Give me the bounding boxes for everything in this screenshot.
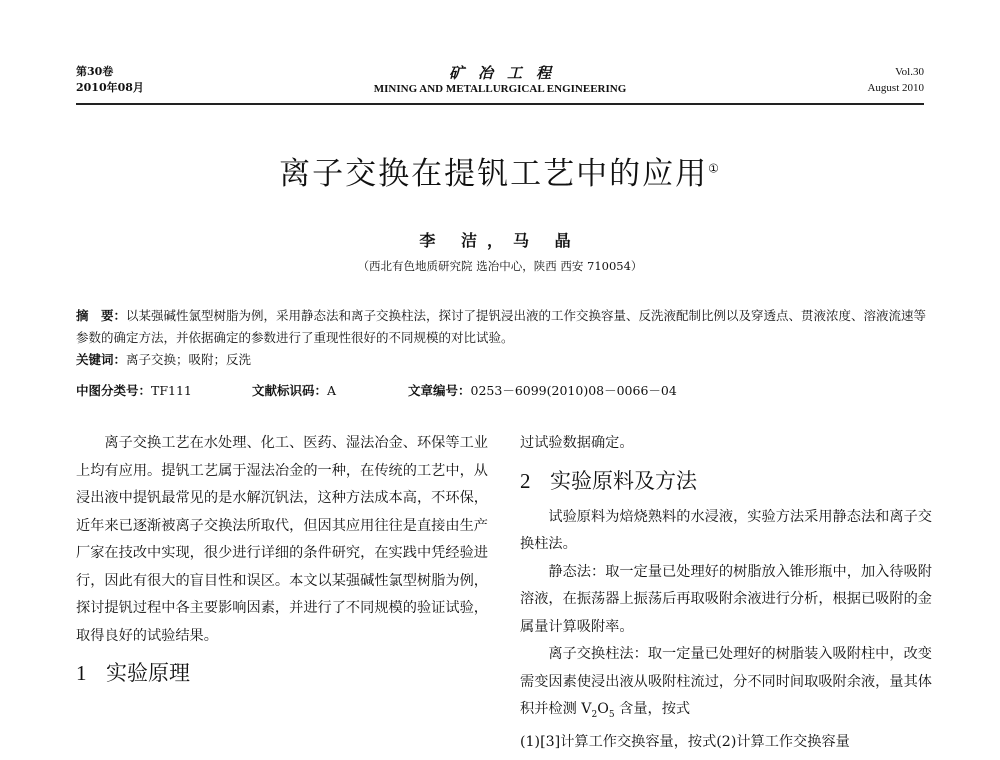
subscript-5: 5 [608,709,615,720]
column-method-text-end: 含量，按式 [614,701,691,717]
cutoff-line: (1)[3]计算工作交换容量，按式(2)计算工作交换容量 [520,734,850,751]
static-method-paragraph: 静态法：取一定量已处理好的树脂放入锥形瓶中，加入待吸附溶液，在振荡器上振荡后再取吸附余液进行分析，根据已吸附的金属量计算吸附率。 [520,563,932,635]
volume-cn: 第30卷 [76,65,114,78]
doc-code-value: A [327,383,337,398]
journal-header [76,64,924,104]
authors: 李 洁，马 晶 [419,231,581,250]
header-rule [76,103,924,105]
materials-paragraph: 试验原料为焙烧熟料的水浸液，实验方法采用静态法和离子交换柱法。 [520,508,932,552]
abstract-block [76,305,936,371]
header-center [76,64,924,96]
section-2-title: 实验原料及方法 [550,468,697,493]
article-no-label: 文章编号： [408,383,471,398]
oxide-o: O [597,701,609,717]
journal-name-en: MINING AND METALLURGICAL ENGINEERING [373,83,627,95]
keywords [76,349,936,371]
clc-item [76,380,252,402]
abstract [76,305,936,349]
abstract-label: 摘 要： [76,308,127,323]
doc-code-item [252,380,408,402]
article-no-value: 0253－6099(2010)08－0066－04 [470,383,677,398]
column-method-paragraph [520,641,932,729]
clc-label: 中图分类号： [76,383,152,398]
title-footnote-marker: ① [708,161,721,176]
header-right [867,64,924,96]
section-2-heading [520,464,932,498]
section-1-heading [76,656,488,690]
subscript-2: 2 [591,709,598,720]
continued-paragraph: 过试验数据确定。 [520,435,634,451]
date-en: August 2010 [867,82,924,94]
date-cn: 2010年08月 [76,81,144,94]
clc-value: TF111 [151,383,192,398]
keywords-text: 离子交换；吸附；反洗 [126,352,252,367]
right-column [520,430,932,751]
article-no-item [408,380,677,402]
section-1-title: 实验原理 [106,661,190,685]
intro-paragraph: 离子交换工艺在水处理、化工、医药、湿法冶金、环保等工业上均有应用。提钒工艺属于湿法冶金的一种，在传统的工艺中，从浸出液中提钒最常见的是水解沉钒法，这种方法成本高，不环保，近年来已逐渐被离子交换法所取代，但因其应用往往是直接由生产厂家在技改中实现，很少进行详细的条件研究，在实践中凭经验进行，因此有很大的盲目性和误区。本文以某强碱性氯型树脂为例，探讨提钒过程中各主要影响因素，并进行了不同规模的验证试验，取得良好的试验结果。 [76,435,488,644]
abstract-text: 以某强碱性氯型树脂为例，采用静态法和离子交换柱法，探讨了提钒浸出液的工作交换容量、反洗液配制比例以及穿透点、贯液浓度、溶液流速等参数的确定方法，并依据确定的参数进行了重现性很好的不同规模的对比试验。 [76,308,927,345]
title-text: 离子交换在提钒工艺中的应用 [279,156,709,192]
journal-name-cn: 矿冶工程 [448,64,565,82]
doc-code-label: 文献标识码： [252,383,328,398]
keywords-label: 关键词： [76,352,127,367]
article-title [0,148,1000,193]
section-2-number: 2 [520,468,531,493]
volume-en: Vol.30 [895,66,924,78]
left-column [76,430,488,696]
section-1-number: 1 [76,661,87,685]
classification-line [76,380,677,402]
affiliation: （西北有色地质研究院 选冶中心，陕西 西安 710054） [357,259,643,273]
column-method-text: 离子交换柱法：取一定量已处理好的树脂装入吸附柱中，改变需变因素使浸出液从吸附柱流过，分不同时间取吸附余液，量其体积并检测 V [520,646,932,717]
